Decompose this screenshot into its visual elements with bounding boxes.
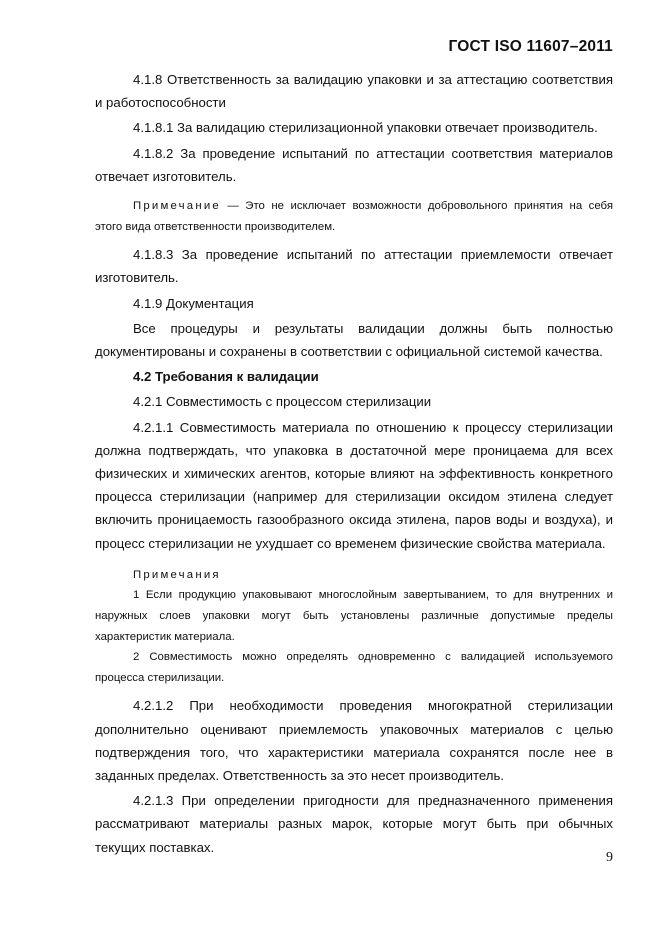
paragraph-4-2-1-3: 4.2.1.3 При определении пригодности для предназначенного применения рассматривают материалы разных марок, которые могут быть при обычных текущих поставках. xyxy=(95,793,613,855)
note-label: Примечание xyxy=(133,200,221,213)
note-responsibility xyxy=(95,196,613,237)
note-text: — Это не исключает возможности добровольного принятия на себя этого вида ответственности производителем. xyxy=(95,200,613,233)
paragraph-4-2-1: 4.2.1 Совместимость с процессом стерилизации xyxy=(133,394,432,410)
paragraph-4-1-8-1: 4.1.8.1 За валидацию стерилизационной упаковки отвечает производитель. xyxy=(133,120,598,136)
paragraph-4-2-1-1: 4.2.1.1 Совместимость материала по отношению к процессу стерилизации должна подтверждать, что упаковка в достаточной мере проницаема для всех физических и химических агентов, которые влияют на эффективность конкретного процесса стерилизации (например для стерилизации оксидом этилена следует включить проницаемость газообразного оксида этилена, паров воды и воздуха), и процесс стерилизации не ухудшает со временем физические свойства материала. xyxy=(95,419,613,551)
paragraph-4-1-8-2: 4.1.8.2 За проведение испытаний по аттестации соответствия материалов отвечает изготовитель. xyxy=(95,145,613,184)
section-heading-4-2: 4.2 Требования к валидации xyxy=(133,369,319,385)
standard-header: ГОСТ ISO 11607–2011 xyxy=(448,38,613,55)
document-body xyxy=(95,68,613,859)
note-item-2: 2 Совместимость можно определять одновременно с валидацией используемого процесса стерилизации. xyxy=(95,651,613,684)
paragraph-4-2-1-2: 4.2.1.2 При необходимости проведения многократной стерилизации дополнительно оценивают приемлемость упаковочных материалов с целью подтверждения того, что характеристики материала сохранятся после нее в заданных пределах. Ответственность за это несет производитель. xyxy=(95,698,613,784)
notes-heading: Примечания xyxy=(133,568,221,581)
paragraph-documentation: Все процедуры и результаты валидации должны быть полностью документированы и сохранены в соответствии с официальной системой качества. xyxy=(95,320,613,360)
page-number: 9 xyxy=(606,850,613,865)
paragraph-4-1-8: 4.1.8 Ответственность за валидацию упаковки и за аттестацию соответствия и работоспособности xyxy=(95,72,613,111)
paragraph-4-1-9: 4.1.9 Документация xyxy=(133,295,254,311)
note-item-1: 1 Если продукцию упаковывают многослойным завертыванием, то для внутренних и наружных слоев упаковки могут быть установлены различные допустимые пределы характеристик материала. xyxy=(95,589,613,643)
paragraph-4-1-8-3: 4.1.8.3 За проведение испытаний по аттестации приемлемости отвечает изготовитель. xyxy=(95,247,613,286)
